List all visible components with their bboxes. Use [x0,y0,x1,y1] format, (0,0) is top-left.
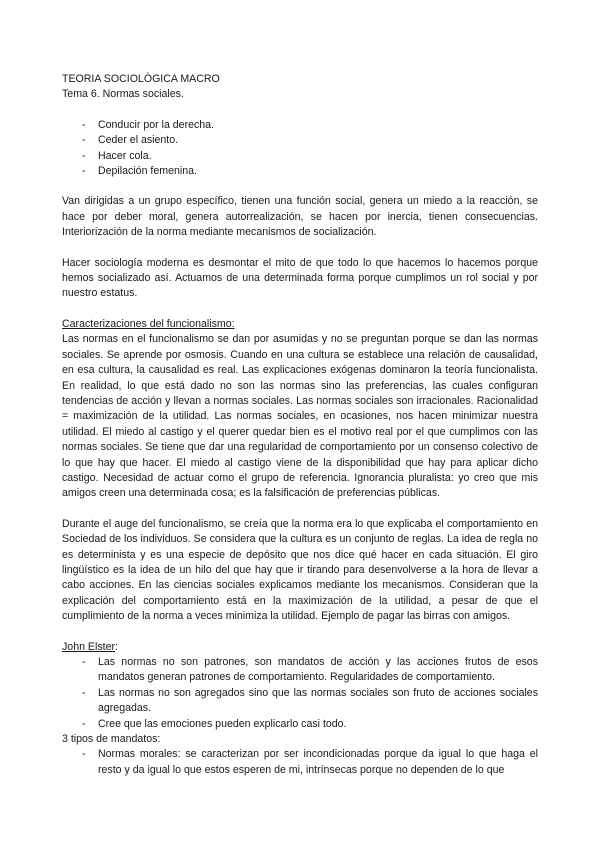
paragraph-modern-sociology: Hacer sociología moderna es desmontar el mito de que todo lo que hacemos lo hacemos porque hemos socializado así. Actuamos de una determinada forma porque cumplimos un rol social y por nuestro estatus. [62,256,538,300]
topic-heading: Tema 6. Normas sociales. [62,88,184,101]
document-title: TEORIA SOCIOLÒGICA MACRO [62,73,220,85]
elster-name: John Elster [62,640,115,653]
list-item: - Conducir por la derecha. [62,118,538,133]
paragraph-funcionalismo: Las normas en el funcionalismo se dan por asumidas y no se preguntan porque se dan las normas sociales. Se aprende por osmosis. Cuando en una cultura se establece una relación de causalidad, en esa cultura, la causalidad es real. Las explicaciones exógenas dominaron la teoría funcionalista. En realidad, lo que está dado no son las normas sino las preferencias, las cuales configuran tendencias de acción y llevan a normas sociales. Las normas sociales son irracionales. Racionalidad = maximización de la utilidad. Las normas sociales, en ocasiones, nos hacen minimizar nuestra utilidad. El miedo al castigo y el querer quedar bien es el motivo real por el que cumplimos con las normas sociales. Se tiene que dar una regularidad de comportamiento por un consenso colectivo de lo que hay que hacer. El miedo al castigo viene de la disponibilidad que hay para aplicar dicho castigo. Necesidad de actuar como el grupo de referencia. Ignorancia pluralista: yo creo que mis amigos creen una determinada cosa; es la falsificación de preferencias públicas. [62,333,538,500]
list-item: - Las normas no son patrones, son mandatos de acción y las acciones frutos de esos mandatos generan patrones de comportamiento. Regularidades de comportamiento. [62,655,538,686]
elster-list [62,655,538,732]
mandates-heading: 3 tipos de mandatos: [62,733,161,746]
section-heading-funcionalismo: Caracterizaciones del funcionalismo: [62,317,235,330]
mandates-list [62,747,538,778]
paragraph-auge-funcionalismo: Durante el auge del funcionalismo, se creía que la norma era lo que explicaba el comportamiento en Sociedad de los individuos. Se considera que la cultura es un conjunto de reglas. La idea de regla no es determinista y es una especie de depósito que nos dice qué hacer en cada situación. El giro lingüístico es la idea de un hilo del que hay que ir tirando para desenvolverse a la hora de llevar a cabo acciones. En las ciencias sociales explicamos mediante los mecanismos. Consideran que la explicación del comportamiento está en la maximización de la utilidad, a pesar de que el cumplimiento de la norma a veces minimiza la utilidad. Ejemplo de pagar las birras con amigos. [62,517,538,623]
list-item: - Ceder el asiento. [62,133,538,148]
list-item: - Hacer cola. [62,149,538,164]
section-heading-elster [62,640,538,655]
list-item: - Depilación femenina. [62,164,538,179]
list-item: - Cree que las emociones pueden explicarlo casi todo. [62,717,538,732]
paragraph-characteristics: Van dirigidas a un grupo específico, tienen una función social, genera un miedo a la reacción, se hace por deber moral, genera autorrealización, se hacen por inercia, tienen consecuencias. Interiorización de la norma mediante mecanismos de socialización. [62,195,538,239]
list-item: - Normas morales: se caracterizan por ser incondicionadas porque da igual lo que haga el resto y da igual lo que estos esperen de mi, intrínsecas porque no dependen de lo que [62,747,538,778]
document-body [62,72,538,778]
list-item: - Las normas no son agregados sino que las normas sociales son fruto de acciones sociales agregadas. [62,686,538,717]
examples-list [62,118,538,180]
elster-colon: : [115,640,118,653]
